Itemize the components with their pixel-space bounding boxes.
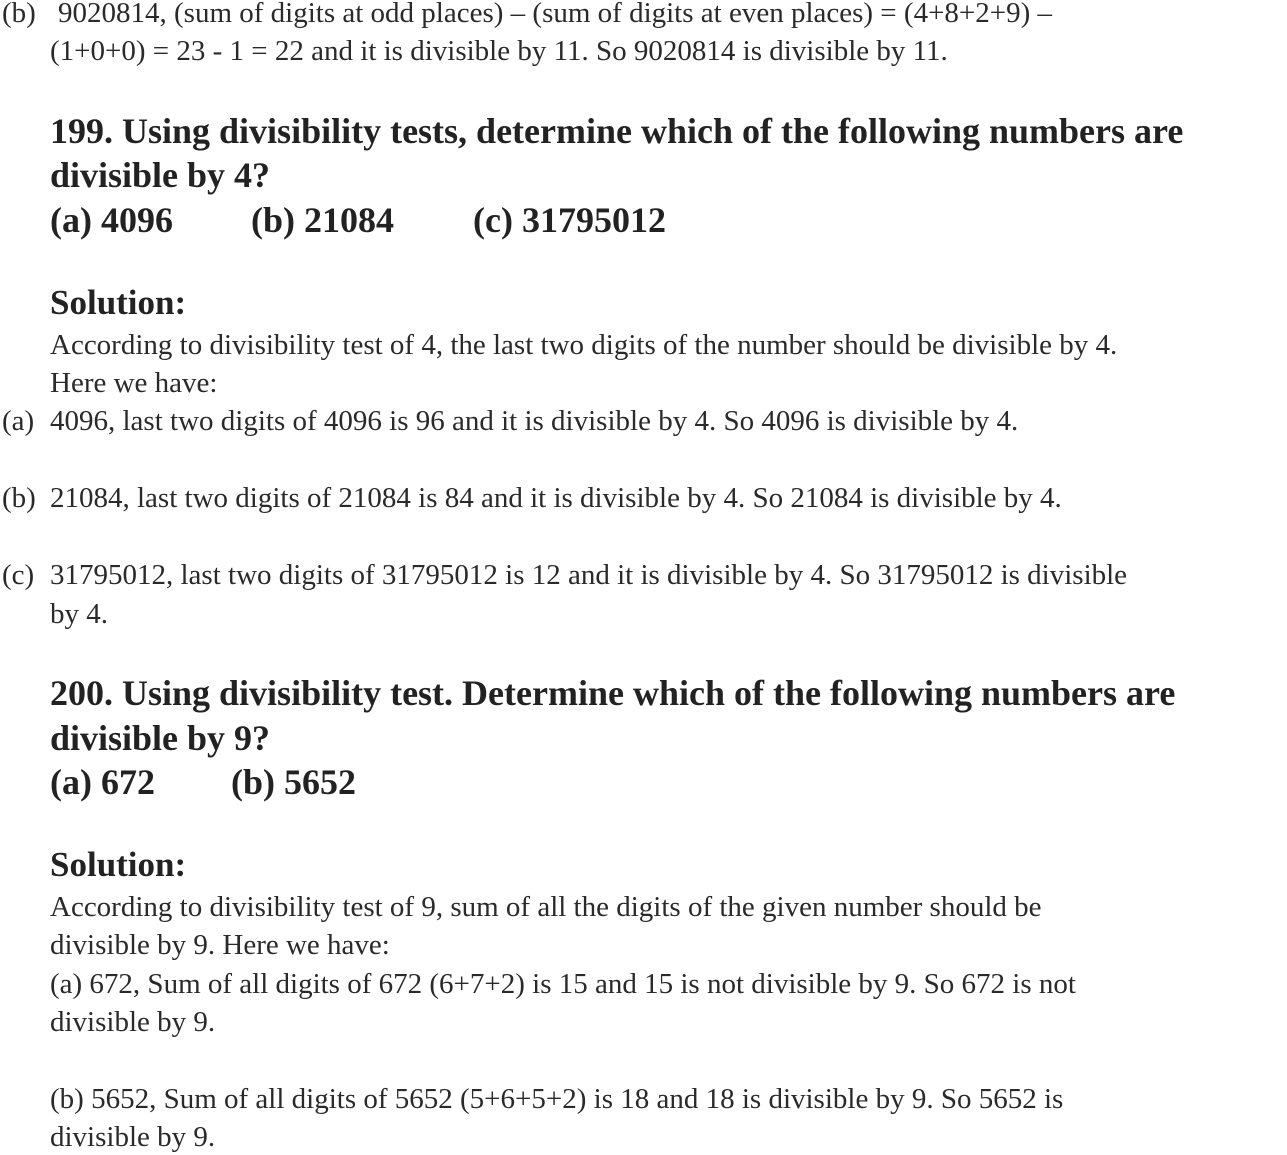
q200-answer-b-text-1: (b) 5652, Sum of all digits of 5652 (5+6+5+2) is 18 and 18 is divisible by 9. So 5652 is	[50, 1083, 1064, 1115]
q200-option-a: (a) 672	[50, 762, 155, 802]
q199-answer-b-marker: (b)	[2, 482, 36, 514]
q199-intro-line-1: According to divisibility test of 4, the last two digits of the number should be divisible by 4.	[50, 329, 1118, 361]
prev-answer-marker: (b)	[2, 0, 36, 29]
q200-answer-b-text-2: divisible by 9.	[50, 1121, 216, 1153]
q199-solution-label: Solution:	[50, 283, 187, 322]
prev-answer-line-2: (1+0+0) = 23 - 1 = 22 and it is divisible by 11. So 9020814 is divisible by 11.	[50, 35, 948, 67]
prev-answer-line-1: 9020814, (sum of digits at odd places) – (sum of digits at even places) = (4+8+2+9) –	[58, 0, 1053, 29]
q200-option-b: (b) 5652	[231, 762, 356, 802]
q200-intro-line-2: divisible by 9. Here we have:	[50, 929, 390, 961]
q200-answer-a-text-2: divisible by 9.	[50, 1006, 216, 1038]
q199-heading-line-2: divisible by 4?	[50, 155, 271, 195]
q200-answer-a-text-1: (a) 672, Sum of all digits of 672 (6+7+2) is 15 and 15 is not divisible by 9. So 672 is not	[50, 968, 1076, 1000]
q200-solution-label: Solution:	[50, 845, 187, 884]
q199-answer-c-text-2: by 4.	[50, 598, 108, 630]
q199-answer-a-marker: (a)	[2, 405, 35, 437]
q199-option-a: (a) 4096	[50, 200, 173, 240]
q200-intro-line-1: According to divisibility test of 9, sum of all the digits of the given number should be	[50, 891, 1042, 923]
q199-answer-a-text: 4096, last two digits of 4096 is 96 and it is divisible by 4. So 4096 is divisible by 4.	[50, 405, 1019, 437]
q199-intro-line-2: Here we have:	[50, 367, 218, 399]
q199-option-c: (c) 31795012	[473, 200, 666, 240]
q200-heading-line-1: 200. Using divisibility test. Determine which of the following numbers are	[50, 673, 1176, 713]
q199-answer-b-text: 21084, last two digits of 21084 is 84 and it is divisible by 4. So 21084 is divisible by 4.	[50, 482, 1062, 514]
q200-heading-line-2: divisible by 9?	[50, 718, 271, 758]
q199-answer-c-marker: (c)	[2, 559, 35, 591]
q199-heading-line-1: 199. Using divisibility tests, determine which of the following numbers are	[50, 111, 1184, 151]
q199-option-b: (b) 21084	[251, 200, 394, 240]
q199-answer-c-text-1: 31795012, last two digits of 31795012 is 12 and it is divisible by 4. So 31795012 is divisible	[50, 559, 1128, 591]
